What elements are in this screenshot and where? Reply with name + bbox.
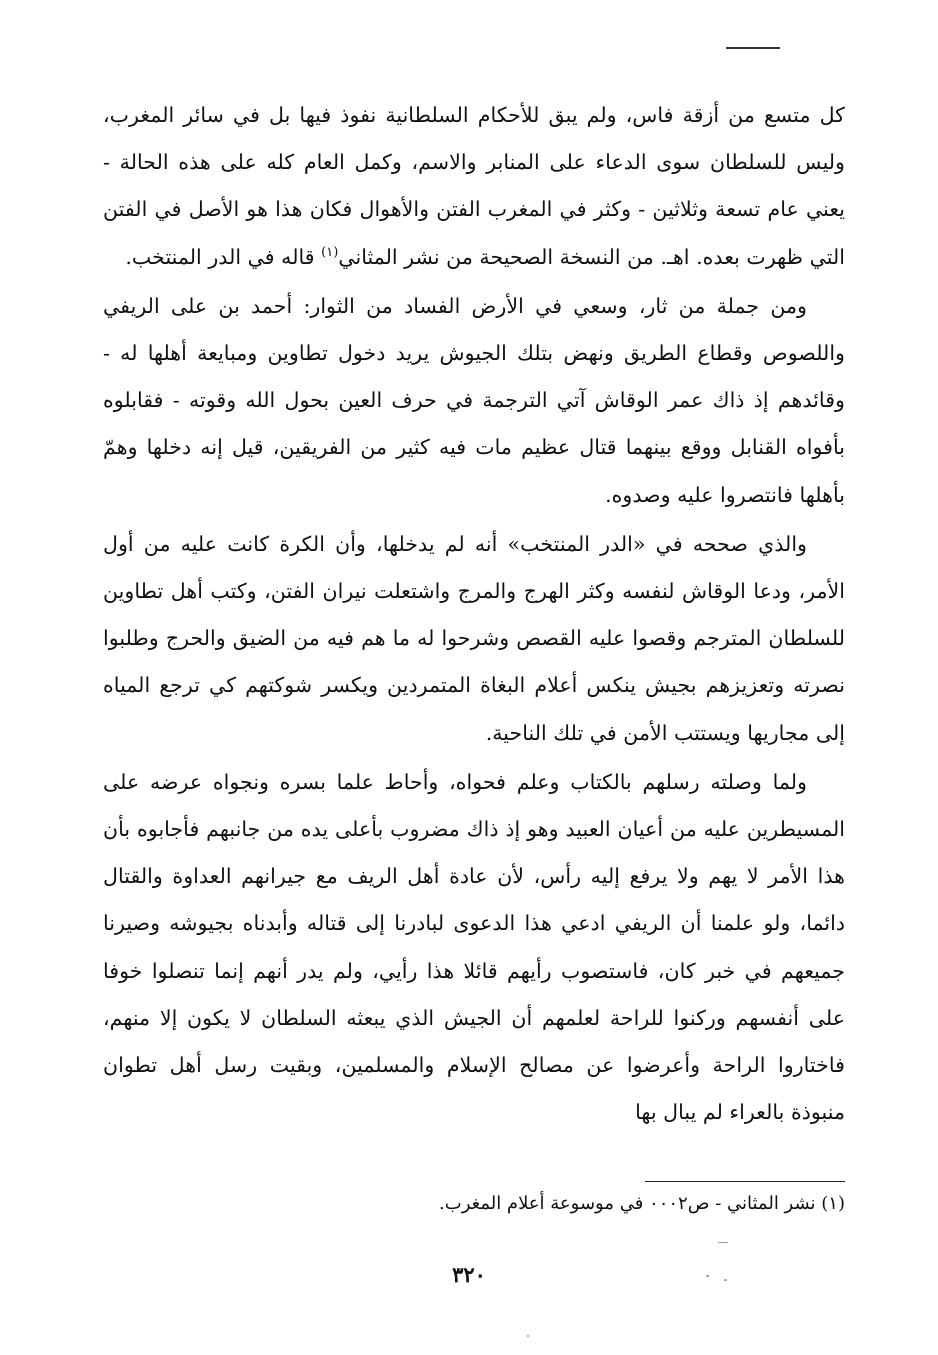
scan-speck	[706, 1275, 709, 1277]
paragraph-3: والذي صححه في «الدر المنتخب» أنه لم يدخلها، وأن الكرة كانت عليه من أول الأمر، ودعا الوقاش لنفسه وكثر الهرج والمرج واشتعلت نيران الفتن، وكتب أهل تطاوين للسلطان المترجم وقصوا عليه القصص وشرحوا له ما هم فيه من الضيق والحرج وطلبوا نصرته وتعزيزهم بجيش ينكس أعلام البغاة المتمردين ويكسر شوكتهم كي ترجع المياه إلى مجاريها ويستتب الأمن في تلك الناحية.	[103, 531, 845, 745]
paragraph-1-tail: قاله في الدر المنتخب.	[125, 244, 322, 269]
footnote-marker: (١)	[321, 244, 339, 260]
paragraph-1	[103, 92, 845, 281]
page-number: ٣٢٠	[452, 1262, 486, 1287]
scan-speck	[527, 1335, 529, 1337]
footnote: (١) نشر المثاني - ص٠٠٠٢ في موسوعة أعلام المغرب.	[439, 1193, 845, 1214]
paragraph-1-text: كل متسع من أزقة فاس، ولم يبق للأحكام السلطانية نفوذ فيها بل في سائر المغرب، وليس للسلطان سوى الدعاء على المنابر والاسم، وكمل العام كله على هذه الحالة - يعني عام تسعة وثلاثين - وكثر في المغرب الفتن والأهوال فكان هذا هو الأصل في الفتن التي ظهرت بعده. اهـ. من النسخة الصحيحة من نشر المثاني	[103, 103, 845, 269]
footnote-divider	[645, 1181, 845, 1182]
header-rule	[726, 47, 780, 49]
paragraph-2: ومن جملة من ثار، وسعي في الأرض الفساد من الثوار: أحمد بن على الريفي واللصوص وقطاع الطريق ونهض بتلك الجيوش يريد دخول تطاوين ومبايعة أهلها له - وقائدهم إذ ذاك عمر الوقاش آتي الترجمة في حرف العين بحول الله وقوته - فقابلوه بأفواه القنابل ووقع بينهما قتال عظيم مات فيه كثير من الفريقين، قيل إنه دخلها وهمّ بأهلها فانتصروا عليه وصدوه.	[103, 293, 845, 507]
scan-speck	[724, 1279, 727, 1281]
paragraph-4: ولما وصلته رسلهم بالكتاب وعلم فحواه، وأحاط علما بسره ونجواه عرضه على المسيطرين عليه من أعيان العبيد وهو إذ ذاك مضروب بأعلى يده من جانبهم فأجابوه بأن هذا الأمر لا يهم ولا يرفع إليه رأس، لأن عادة أهل الريف مع جيرانهم العداوة والقتال دائما، ولو علمنا أن الريفي ادعي هذا الدعوى لبادرنا إلى قتاله وأبدناه بجيوشه وصيرنا جميعهم في خبر كان، فاستصوب رأيهم قائلا هذا رأيي، ولم يدر أنهم إنما تنصلوا خوفا على أنفسهم وركنوا للراحة لعلمهم أن الجيش الذي يبعثه السلطان لا يكون إلا منهم، فاختاروا الراحة وأعرضوا عن مصالح الإسلام والمسلمين، وبقيت رسل أهل تطوان منبوذة بالعراء لم يبال بها	[103, 769, 845, 1125]
scan-speck	[718, 1242, 728, 1243]
main-text	[103, 92, 845, 1136]
